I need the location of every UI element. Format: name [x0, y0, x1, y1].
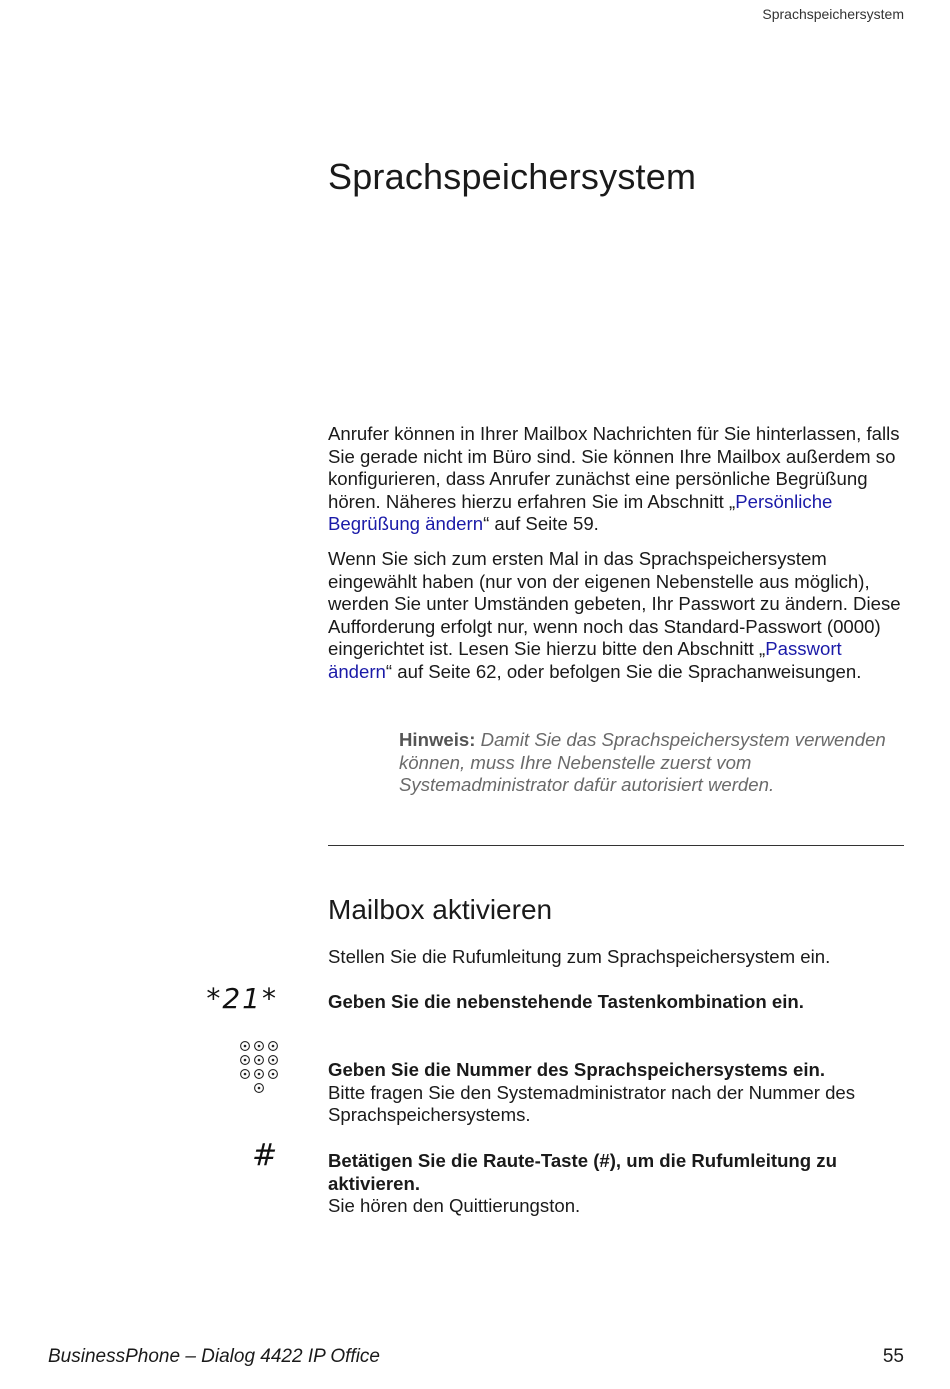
- step-2-bold: Geben Sie die Nummer des Sprachspeichersystems ein.: [328, 1059, 826, 1080]
- section-intro: Stellen Sie die Rufumleitung zum Sprachspeichersystem ein.: [328, 946, 831, 967]
- step-3-text: Sie hören den Quittierungston.: [328, 1195, 581, 1217]
- section-divider: [328, 845, 904, 846]
- chapter-title: Sprachspeichersystem: [328, 156, 697, 197]
- intro-p1-after: “ auf Seite 59.: [483, 513, 599, 535]
- step-3-instruction: [328, 1150, 908, 1218]
- intro-paragraph-2: [328, 548, 908, 684]
- step-3-bold: Betätigen Sie die Raute-Taste (#), um die Rufumleitung zu aktivieren.: [328, 1150, 837, 1194]
- step-2-instruction: [328, 1059, 908, 1127]
- intro-p1-text: Anrufer können in Ihrer Mailbox Nachrichten für Sie hinterlassen, falls Sie gerade nicht im Büro sind. Sie können Ihre Mailbox außerdem so konfigurieren, dass Anrufer zunächst eine persönliche Begrüßung hören. Näheres hierzu erfahren Sie im Abschnitt: [328, 423, 900, 512]
- step-1-instruction: Geben Sie die nebenstehende Tastenkombination ein.: [328, 991, 804, 1012]
- intro-p2-after: “ auf Seite 62, oder befolgen Sie die Sprachanweisungen.: [385, 660, 862, 682]
- link-persoenliche-begruessung[interactable]: Persönliche Begrüßung ändern: [328, 490, 833, 535]
- note-box: [399, 729, 919, 797]
- key-sequence-icon: *21*: [206, 982, 278, 1015]
- hash-key-icon: #: [252, 1138, 278, 1173]
- note-label: Hinweis:: [399, 729, 476, 750]
- step-2-text: Bitte fragen Sie den Systemadministrator nach der Nummer des Sprachspeichersystems.: [328, 1081, 856, 1126]
- page-number: 55: [882, 1346, 904, 1367]
- keypad-icon: [239, 1040, 279, 1096]
- section-title: Mailbox aktivieren: [328, 894, 553, 925]
- intro-p2-text: Wenn Sie sich zum ersten Mal in das Sprachspeichersystem eingewählt haben (nur von der eigenen Nebenstelle aus möglich), werden Sie unter Umständen gebeten, Ihr Passwort zu ändern. Diese Aufforderung erfolgt nur, wenn noch das Standard-Passwort (0000) eingerichtet ist. Lesen Sie hierzu bitte den Abschnitt: [328, 548, 901, 660]
- link-passwort-aendern[interactable]: Passwort ändern: [328, 638, 842, 682]
- intro-p1-quote: „: [729, 490, 736, 512]
- running-header: Sprachspeichersystem: [762, 6, 904, 22]
- note-text: Damit Sie das Sprachspeichersystem verwenden können, muss Ihre Nebenstelle zuerst vom Systemadministrator dafür autorisiert werden.: [399, 729, 886, 796]
- intro-p2-quote: „: [759, 638, 766, 660]
- intro-paragraph-1: [328, 423, 908, 536]
- footer-product: BusinessPhone – Dialog 4422 IP Office: [48, 1346, 380, 1367]
